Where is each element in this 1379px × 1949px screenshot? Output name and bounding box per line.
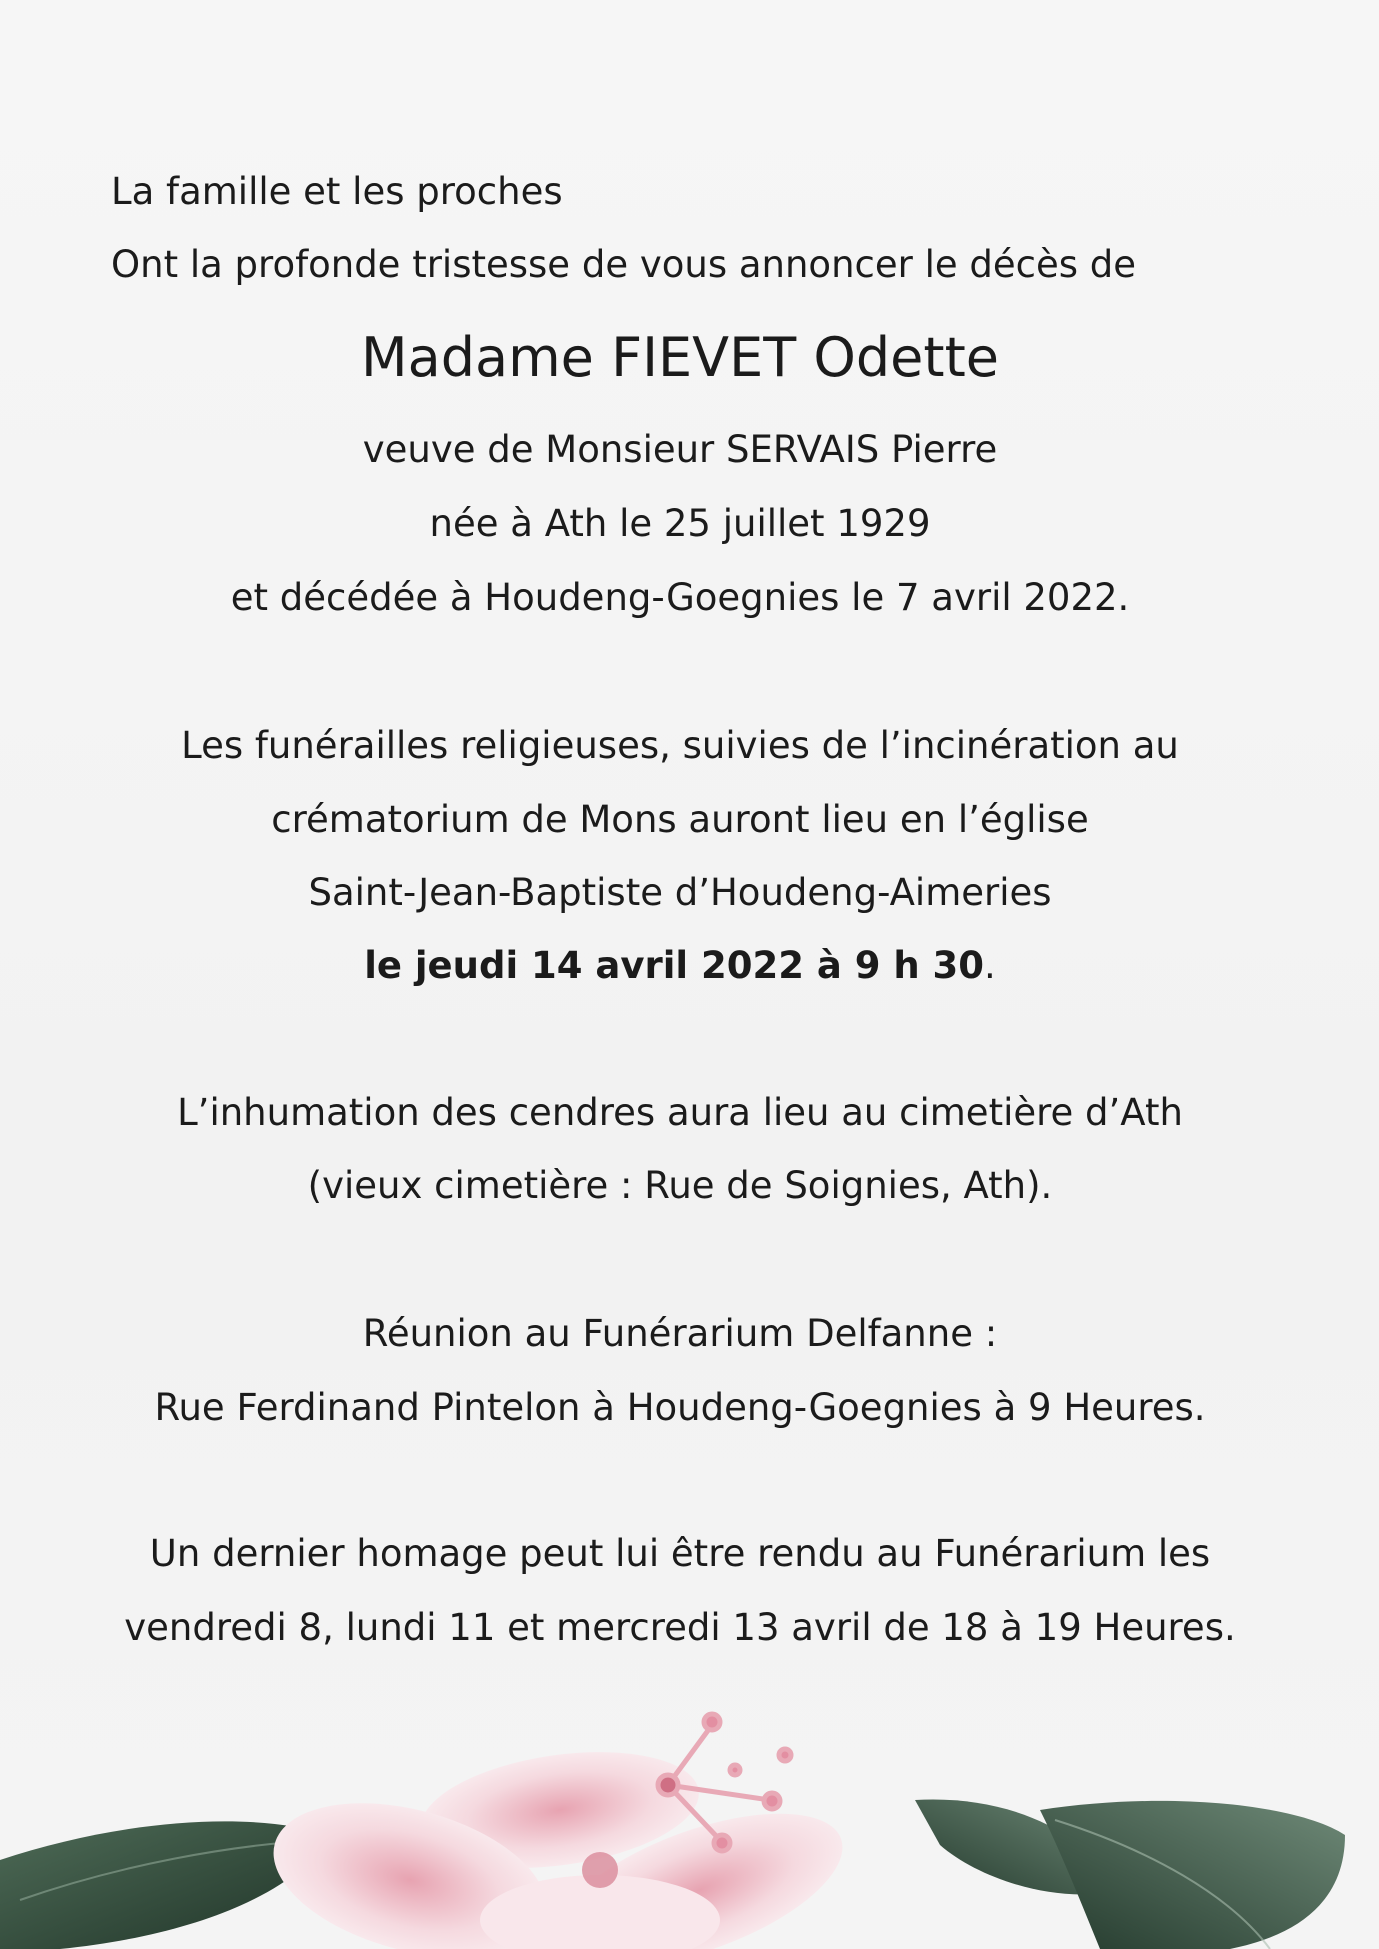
burial-line-1: L’inhumation des cendres aura lieu au cimetière d’Ath xyxy=(177,1091,1183,1134)
intro-line-1: La famille et les proches xyxy=(111,170,563,213)
meeting-line-1: Réunion au Funérarium Delfanne : xyxy=(362,1312,998,1355)
funeral-line-3: Saint-Jean-Baptiste d’Houdeng-Aimeries xyxy=(308,871,1052,914)
death-line: et décédée à Houdeng-Goegnies le 7 avril 2022. xyxy=(230,576,1130,619)
floral-decoration xyxy=(0,1660,1379,1949)
intro-line-2: Ont la profonde tristesse de vous annoncer le décès de xyxy=(111,243,1137,286)
right-leaves xyxy=(915,1799,1345,1949)
flower xyxy=(257,1736,862,1949)
tribute-line-2: vendredi 8, lundi 11 et mercredi 13 avril de 18 à 19 Heures. xyxy=(124,1606,1236,1649)
spouse-line: veuve de Monsieur SERVAIS Pierre xyxy=(362,428,998,471)
meeting-line-2: Rue Ferdinand Pintelon à Houdeng-Goegnies à 9 Heures. xyxy=(154,1386,1206,1429)
funeral-date-line xyxy=(0,944,1360,988)
tribute-line-1: Un dernier homage peut lui être rendu au Funérarium les xyxy=(149,1532,1211,1575)
funeral-line-1: Les funérailles religieuses, suivies de l’incinération au xyxy=(181,724,1179,767)
birth-line: née à Ath le 25 juillet 1929 xyxy=(429,502,931,545)
funeral-date: le jeudi 14 avril 2022 à 9 h 30 xyxy=(364,944,985,987)
deceased-name: Madame FIEVET Odette xyxy=(361,326,999,389)
funeral-line-2: crématorium de Mons auront lieu en l’église xyxy=(271,798,1089,841)
burial-line-2: (vieux cimetière : Rue de Soignies, Ath). xyxy=(307,1164,1053,1207)
funeral-date-suffix: . xyxy=(984,944,996,987)
